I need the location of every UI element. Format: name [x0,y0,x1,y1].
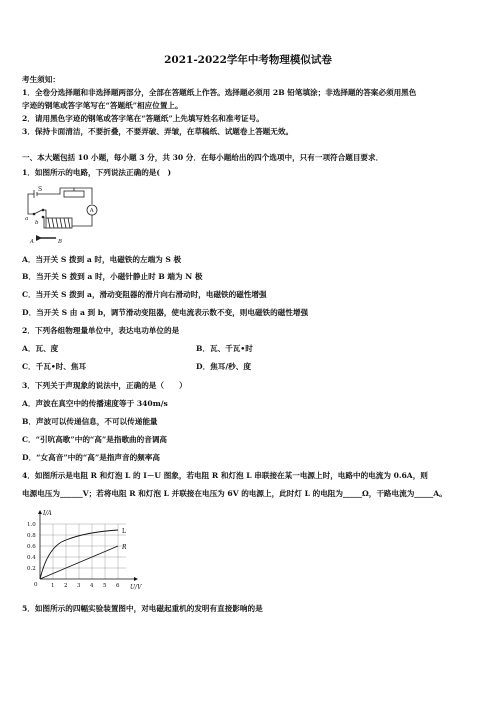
x-tick: 6 [116,583,120,589]
option-d: D．当开关 S 由 a 到 b，调节滑动变阻器，使电流表示数不变，则电磁铁的磁性增强 [22,308,309,317]
question-5-stem: 5．如图所示的四幅实验装置图中，对电磁起重机的发明有直接影响的是 [22,604,263,613]
question-3-stem: 3．下列关于声现象的说法中，正确的是（ ） [22,381,187,390]
option-a: A．瓦、度 [22,344,59,353]
option-b: B．当开关 S 拨到 a 时，小磁针静止时 B 端为 N 极 [22,272,203,281]
figure-label: a [25,216,29,222]
y-axis-label: I/A [43,510,52,517]
question-4-line-2: 电源电压为______V；若将电阻 R 和灯泡 L 并联接在电压为 6V 的电源上，此时灯 L 的电阻为_____Ω，干路电流为_____A。 [22,489,447,498]
notice-item: 2．请用黑色字迹的钢笔或答字笔在“答题纸”上先填写姓名和准考证号。 [22,114,264,123]
option-b: B．瓦、千瓦•时 [196,344,253,353]
y-tick: 0.6 [27,544,36,550]
y-tick: 0.4 [27,555,36,561]
figure-label: A [89,208,94,215]
option-a: A．当开关 S 拨到 a 时，电磁铁的左端为 S 极 [22,255,182,264]
x-tick: 2 [64,583,68,589]
notice-item: 字迹的钢笔或答字笔写在“答题纸”相应位置上。 [22,101,183,110]
option-a: A．声波在真空中的传播速度等于 340m/s [22,399,168,408]
x-tick: 1 [51,583,55,589]
option-d: D．焦耳/秒、度 [196,362,251,371]
section-heading: 一、本大题包括 10 小题，每小题 3 分，共 30 分．在每小题给出的四个选项中，只有一项符合题目要求． [22,153,384,162]
figure-label: A [30,239,34,245]
figure-label: S [38,186,43,193]
option-c: C．千瓦•时、焦耳 [22,362,87,371]
curve-label-l: L [122,528,126,535]
y-tick: 0.2 [27,566,36,572]
question-2-stem: 2．下列各组物理量单位中，表达电功单位的是 [22,326,180,335]
x-tick: 4 [90,583,94,589]
x-tick: 5 [103,583,107,589]
option-c: C．“引吭高歌”中的“高”是指歌曲的音调高 [22,435,168,444]
question-1-stem: 1．如图所示的电路，下列说法正确的是( ) [22,168,172,177]
y-tick: 1.0 [27,522,36,528]
question-4-line-1: 4．如图所示是电阻 R 和灯泡 L 的 I－U 图象，若电阻 R 和灯泡 L 串联接在某一电源上时，电路中的电流为 0.6A，则 [22,471,428,480]
page-title: 2021-2022学年中考物理模似试卷 [164,54,332,66]
notice-item: 3．保持卡面清洁，不要折叠，不要弄破、弄皱，在草稿纸、试题卷上答题无效。 [22,127,294,136]
x-axis-label: U/V [130,584,142,591]
notice-heading: 考生须知： [22,75,60,84]
iu-graph [26,506,146,592]
option-b: B．声波可以传递信息，不可以传递能量 [22,417,158,426]
figure-label: b [35,220,39,226]
curve-label-r: R [122,544,127,551]
y-tick: 0.8 [27,533,36,539]
notice-item: 1．全卷分选择题和非选择题两部分，全部在答题纸上作答。选择题必须用 2B 铅笔填涂；非选择题的答案必须用黑色 [22,88,417,97]
q1-circuit-figure [24,184,104,246]
x-tick: 3 [77,583,81,589]
option-c: C．当开关 S 拨到 a，滑动变阻器的滑片向右滑动时，电磁铁的磁性增强 [22,290,267,299]
option-d: D．“女高音”中的“高”是指声音的频率高 [22,453,160,462]
origin-label: 0 [34,582,38,588]
figure-label: B [58,239,63,245]
